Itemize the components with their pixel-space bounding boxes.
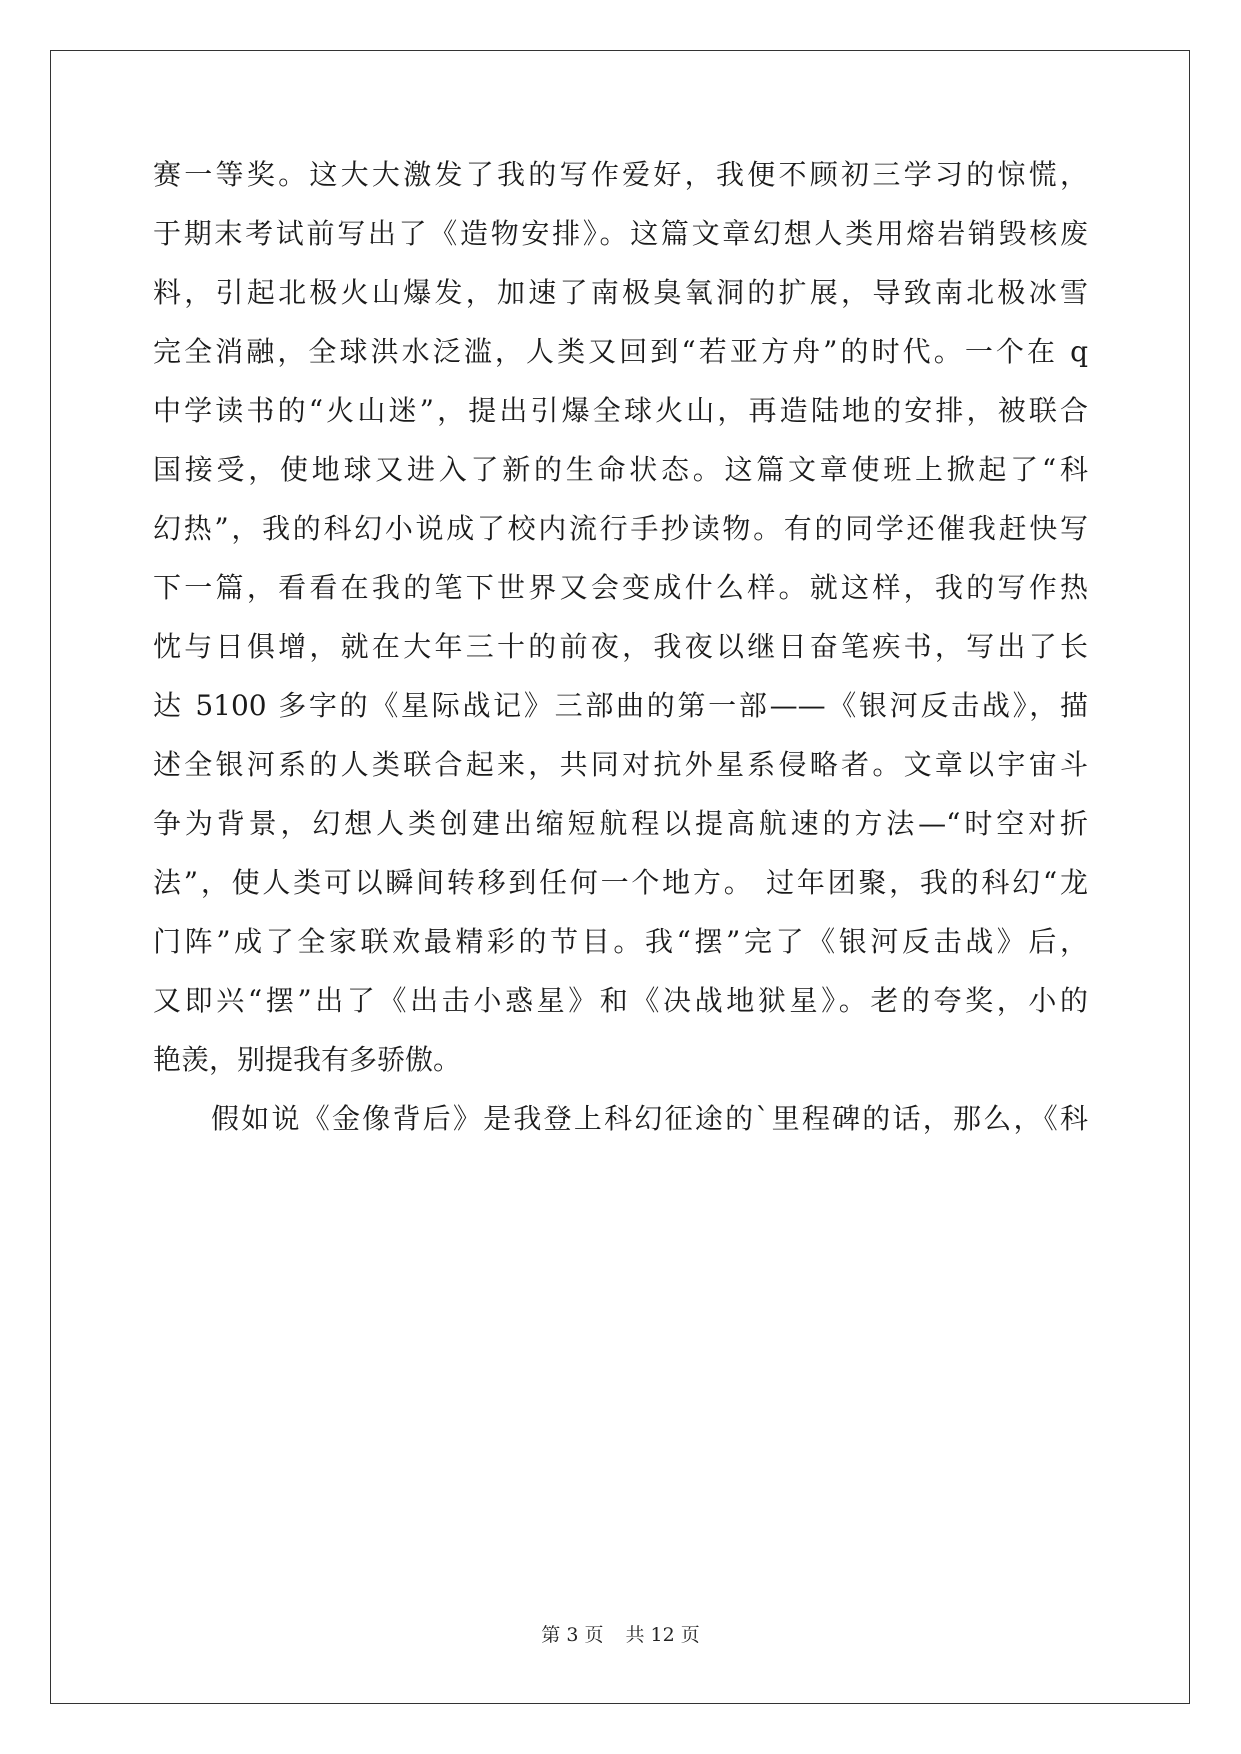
page-total: 共 12 页 — [625, 1624, 700, 1646]
text-line: 法”，使人类可以瞬间转移到任何一个地方。 过年团聚，我的科幻“龙 — [153, 866, 1088, 899]
text-line: 料，引起北极火山爆发，加速了南极臭氧洞的扩展，导致南北极冰雪 — [153, 276, 1088, 309]
text-line: 达 5100 多字的《星际战记》三部曲的第一部——《银河反击战》，描 — [153, 689, 1088, 722]
page-number: 第 3 页 — [541, 1624, 604, 1646]
text-line: 述全银河系的人类联合起来，共同对抗外星系侵略者。文章以宇宙斗 — [153, 748, 1088, 781]
text-line: 争为背景，幻想人类创建出缩短航程以提高航速的方法—“时空对折 — [153, 807, 1088, 840]
text-line-paragraph-end: 艳羡，别提我有多骄傲。 — [153, 1043, 462, 1076]
text-line: 赛一等奖。这大大激发了我的写作爱好，我便不顾初三学习的惊慌， — [153, 158, 1088, 191]
text-line-indented: 假如说《金像背后》是我登上科幻征途的`里程碑的话，那么，《科 — [211, 1102, 1088, 1135]
page-footer — [0, 1620, 1241, 1647]
text-line: 幻热”，我的科幻小说成了校内流行手抄读物。有的同学还催我赶快写 — [153, 512, 1088, 545]
text-line: 门阵”成了全家联欢最精彩的节目。我“摆”完了《银河反击战》后， — [153, 925, 1088, 958]
text-line: 国接受，使地球又进入了新的生命状态。这篇文章使班上掀起了“科 — [153, 453, 1088, 486]
text-line: 下一篇，看看在我的笔下世界又会变成什么样。就这样，我的写作热 — [153, 571, 1088, 604]
text-line: 完全消融，全球洪水泛滥，人类又回到“若亚方舟”的时代。一个在 q — [153, 335, 1088, 368]
text-line: 中学读书的“火山迷”，提出引爆全球火山，再造陆地的安排，被联合 — [153, 394, 1088, 427]
text-line: 于期末考试前写出了《造物安排》。这篇文章幻想人类用熔岩销毁核废 — [153, 217, 1088, 250]
text-line: 忱与日俱增，就在大年三十的前夜，我夜以继日奋笔疾书，写出了长 — [153, 630, 1088, 663]
text-line: 又即兴“摆”出了《出击小惑星》和《决战地狱星》。老的夸奖，小的 — [153, 984, 1088, 1017]
document-body — [153, 160, 1088, 1163]
